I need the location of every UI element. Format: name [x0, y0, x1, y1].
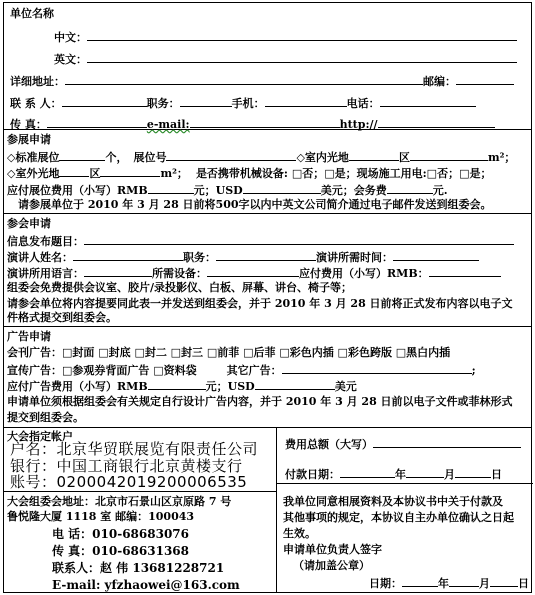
contact-label: 联 系 人： — [10, 97, 62, 110]
phone-field[interactable] — [380, 95, 476, 107]
ad-fee-rmb[interactable] — [148, 378, 206, 390]
agree-line-2: 其他事项的规定，本协议自主办单位确认之日起 — [283, 511, 514, 524]
booth-fee-rmb[interactable] — [148, 182, 194, 194]
booth-title: 参展申请 — [7, 133, 51, 146]
application-form — [3, 2, 532, 593]
agree-month-field[interactable] — [449, 575, 479, 587]
ad-title: 广告申请 — [7, 330, 51, 343]
ad-fee-usd[interactable] — [255, 378, 335, 390]
speaker-field[interactable] — [73, 249, 183, 261]
ad-fee-label: 应付广告费用（小写）RMB — [7, 380, 148, 393]
agreement-box — [277, 483, 533, 592]
en-label: 英文： — [54, 53, 87, 66]
agree-year-field[interactable] — [402, 575, 438, 587]
outdoor-m2: m²； — [160, 167, 188, 180]
std-booth-unit: 个， — [105, 151, 128, 164]
booth-meeting-fee-label: 美元；会务费 — [320, 184, 387, 197]
time-label: 演讲所需时间： — [316, 251, 393, 264]
fax-field[interactable] — [47, 116, 147, 128]
cn-label: 中文： — [54, 31, 87, 44]
agree-signature-label: 申请单位负责人签字 — [283, 543, 382, 556]
time-field[interactable] — [393, 249, 479, 261]
std-booth-count[interactable] — [59, 149, 105, 161]
outdoor-area-label: 区 — [89, 167, 101, 180]
indoor-area[interactable] — [410, 149, 488, 161]
conf-title: 参会申请 — [7, 217, 51, 230]
conf-fee-field[interactable] — [429, 265, 501, 277]
pay-year-field[interactable] — [340, 466, 395, 478]
http-label: http:// — [339, 118, 378, 131]
account-box — [4, 428, 276, 492]
booth-yuan-end: 元. — [432, 184, 448, 197]
http-field[interactable] — [378, 116, 495, 128]
ad-section: 广告申请 会刊广告：□封面 □封底 □封二 □封三 □前菲 □后菲 □彩色内插 □彩色跨版 □黑白内插 宣传广告：□参观券背面广告 □资料袋 其它广告： ; 应付广告费用（小写）RMB 元；USD 美元 申请单位须根据组委会有关规定自行设计广告内容，并于 2010 年 3 月 28 日前以电子文件或菲林形式 提交到组委会。 — [4, 327, 531, 428]
meeting-fee[interactable] — [387, 182, 433, 194]
equip-field[interactable] — [207, 265, 299, 277]
contact-field[interactable] — [62, 95, 147, 107]
account-title: 大会指定帐户 — [7, 430, 73, 443]
org-contact: 联系人：赵 伟 13681228721 — [52, 561, 225, 575]
phone-label: 电话： — [346, 97, 380, 110]
ad-note2: 提交到组委会。 — [7, 411, 84, 424]
ad-yuan-usd: 元；USD — [205, 380, 255, 393]
ad-other-label: 其它广告： — [226, 364, 282, 377]
outdoor-zone[interactable] — [59, 165, 89, 177]
fee-total-label: 费用总额（大写） — [285, 438, 373, 451]
mobile-label: 手机： — [231, 97, 265, 110]
outdoor-label: ◇室外光地 — [7, 167, 60, 180]
pay-month-unit: 月 — [444, 468, 455, 481]
topic-label: 信息发布题目： — [7, 235, 84, 248]
pay-month-field[interactable] — [406, 466, 444, 478]
ad-usd-unit: 美元 — [334, 380, 357, 393]
pay-date-label: 付款日期： — [285, 468, 340, 481]
agree-year-unit: 年 — [438, 577, 449, 590]
en-field[interactable] — [87, 51, 517, 63]
speaker-label: 演讲人姓名： — [7, 251, 73, 264]
speaker-pos-field[interactable] — [216, 249, 316, 261]
booth-no-field[interactable] — [166, 149, 296, 161]
account-bank: 银行：中国工商银行北京黄楼支行 — [10, 457, 243, 475]
booth-note: 请参展单位于 2010 年 3 月 28 日前将500字以内中英文公司简介通过电子邮件发送到组委会。 — [18, 198, 492, 211]
indoor-label: ◇室内光地 — [296, 151, 349, 164]
postcode-field[interactable] — [456, 73, 514, 85]
lang-field[interactable] — [84, 265, 152, 277]
account-number: 账号：0200042019200006535 — [10, 473, 248, 491]
unit-section — [4, 3, 531, 130]
conf-note1: 请参会单位将内容提要同此表一并发送到组委会，并于 2010 年 3 月 28 日前将正式发布内容以电子文 — [7, 297, 513, 310]
position-label: 职务： — [146, 97, 180, 110]
booth-fee-usd[interactable] — [243, 182, 321, 194]
agree-line-1: 我单位同意相展资料及本协议书中关于付款及 — [283, 495, 503, 508]
ad-note1: 申请单位须根据组委会有关规定自行设计广告内容，并于 2010 年 3 月 28 日前以电子文件或菲林形式 — [7, 395, 513, 408]
org-fax: 传 真：010-68631368 — [52, 544, 190, 558]
speaker-pos-label: 职务： — [183, 251, 216, 264]
email-field[interactable] — [190, 116, 340, 128]
conf-note2: 件格式提交到组委会。 — [7, 311, 117, 324]
booth-yuan-usd: 元；USD — [193, 184, 243, 197]
ad-other-field[interactable] — [282, 362, 472, 374]
address-label: 详细地址： — [10, 75, 65, 88]
unit-title: 单位名称 — [10, 7, 54, 20]
ad-promo-options[interactable]: 宣传广告：□参观券背面广告 □资料袋 — [7, 364, 197, 377]
ad-journal-options[interactable]: 会刊广告：□封面 □封底 □封二 □封三 □前菲 □后菲 □彩色内插 □彩色跨版 □黑白内插 — [7, 346, 451, 359]
organizer-box — [4, 491, 276, 592]
org-address-2: 鲁悦隆大厦 1118 室 邮编：100043 — [7, 510, 195, 523]
topic-field[interactable] — [84, 233, 514, 245]
equip-label: 所需设备： — [152, 267, 207, 280]
cn-field[interactable] — [87, 29, 517, 41]
fee-total-field[interactable] — [373, 436, 521, 448]
address-field[interactable] — [65, 73, 423, 85]
std-booth-label: ◇标准展位 — [7, 151, 60, 164]
booth-no-label: 展位号 — [133, 151, 167, 164]
outdoor-area[interactable] — [100, 165, 160, 177]
org-address-1: 大会组委会地址：北京市石景山区京原路 7 号 — [7, 495, 232, 508]
agree-month-unit: 月 — [479, 577, 490, 590]
email-label: e-mail: — [146, 118, 190, 131]
lang-label: 演讲所用语言： — [7, 267, 84, 280]
agree-day-field[interactable] — [490, 575, 518, 587]
fee-box — [277, 428, 533, 484]
pay-day-field[interactable] — [455, 466, 491, 478]
org-email: E-mail: yfzhaowei@163.com — [52, 578, 240, 592]
conf-fee-label: 应付费用（小写）RMB： — [299, 267, 429, 280]
conf-free: 组委会免费提供会议室、胶片/录投影仪、白板、屏幕、讲台、椅子等； — [7, 281, 353, 294]
postcode-label: 邮编： — [423, 75, 456, 88]
position-field[interactable] — [180, 95, 232, 107]
account-name: 户名：北京华贸联展览有限责任公司 — [10, 440, 259, 458]
org-tel: 电 话：010-68683076 — [52, 527, 190, 541]
booth-section — [4, 130, 531, 214]
bottom-section — [4, 428, 531, 592]
mobile-field[interactable] — [265, 95, 347, 107]
agree-line-3: 生效。 — [283, 527, 316, 540]
indoor-zone[interactable] — [349, 149, 399, 161]
conference-section — [4, 214, 531, 327]
fax-label: 传 真： — [10, 118, 47, 131]
agree-day-unit: 日 — [518, 577, 529, 590]
agree-seal-note: （请加盖公章） — [293, 559, 370, 572]
agree-date-label: 日期： — [369, 577, 402, 590]
machine-options[interactable]: 是否携带机械设备: □否；□是；现场施工用电:□否；□是； — [195, 167, 492, 180]
booth-fee-label: 应付展位费用（小写）RMB — [7, 184, 148, 197]
pay-day-unit: 日 — [491, 468, 502, 481]
indoor-area-label: 区 — [398, 151, 410, 164]
indoor-m2: m²； — [487, 151, 516, 164]
pay-year-unit: 年 — [395, 468, 406, 481]
